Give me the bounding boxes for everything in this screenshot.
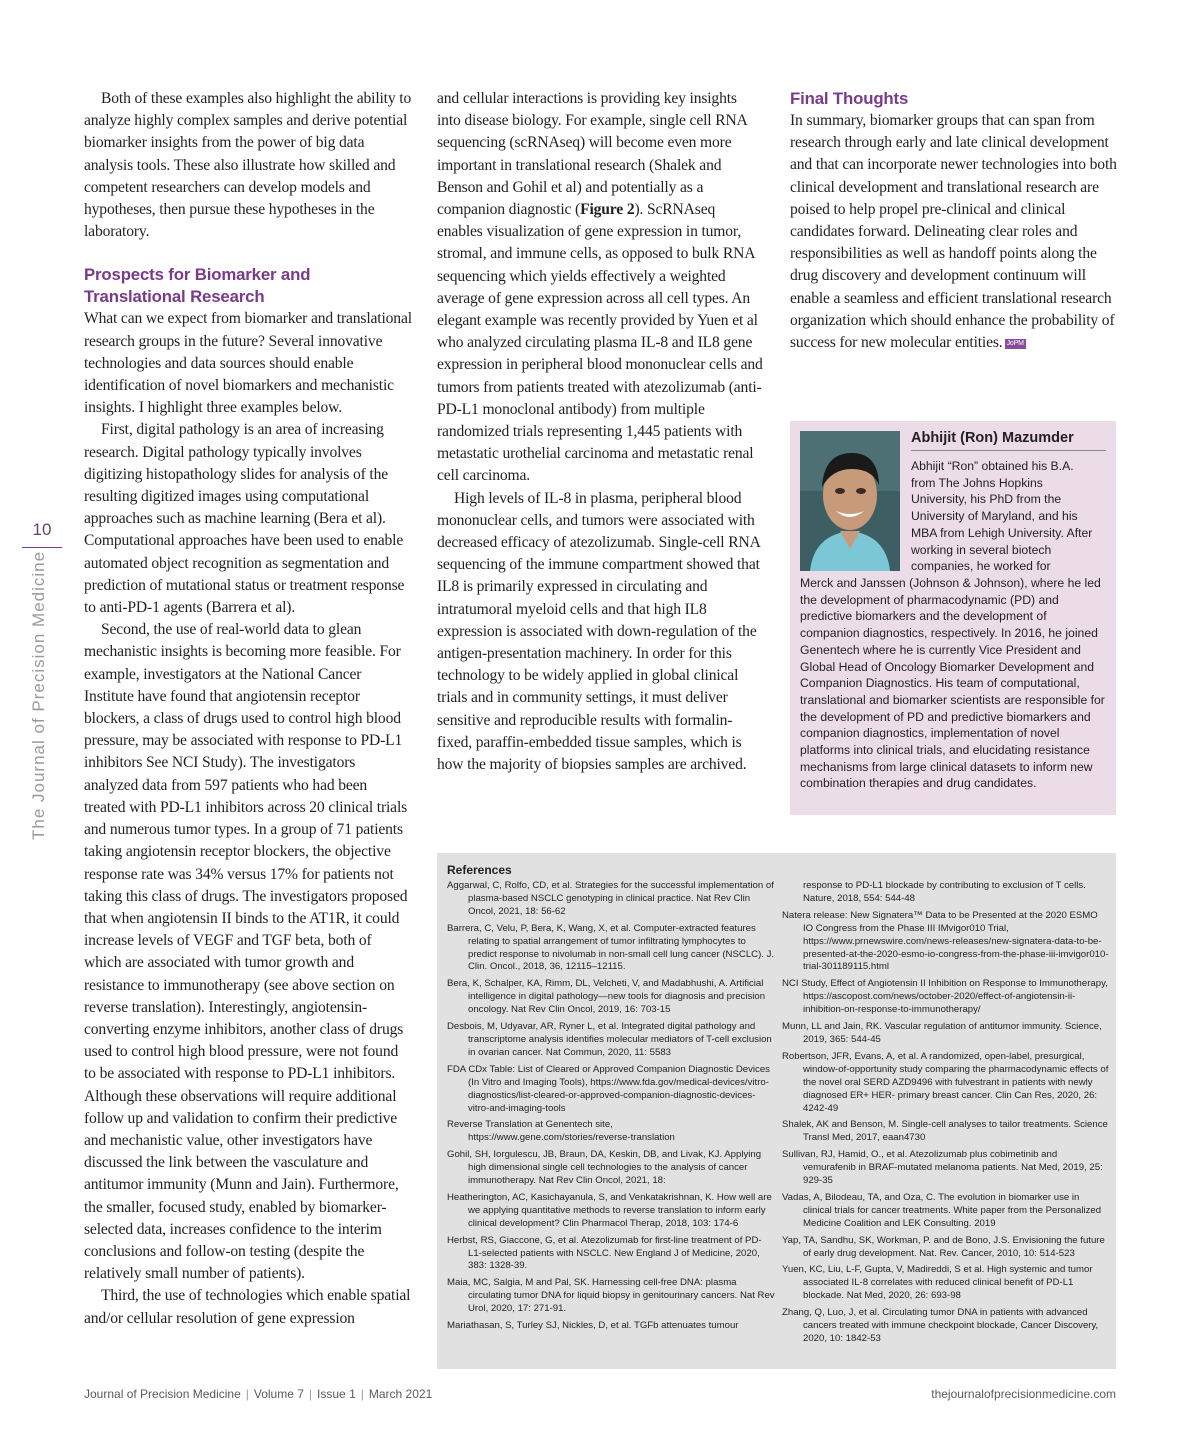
- paragraph-text: In summary, biomarker groups that can span from research through early and late clinical development and that can incorporate newer technologies into both clinical development and translational research are poised to help propel pre-clinical and clinical candidates forward. Delineating clear roles and responsibilities as well as handoff points along the drug discovery and development continuum will enable a seamless and efficient translational research organization which should enhance the probability of success for new molecular entities.: [790, 112, 1117, 352]
- reference-item: Vadas, A, Bilodeau, TA, and Oza, C. The evolution in biomarker use in clinical trials for cancer treatments. White paper from the Personalized Medicine Coalition and LEK Consulting. 2019: [782, 1191, 1102, 1229]
- paragraph: Both of these examples also highlight the ability to analyze highly complex samples and derive potential biomarker insights from the power of big data analysis tools. These also illustrate how skilled and competent researchers can develop models and hypotheses, then pursue these hypotheses in the laboratory.: [84, 90, 412, 241]
- reference-item: Bera, K, Schalper, KA, Rimm, DL, Velcheti, V, and Madabhushi, A. Artificial intelligence in digital pathology—new tools for diagnosis and precision oncology. Nat Rev Clin Oncol, 2019, 16: 703-15: [447, 978, 766, 1016]
- footer-separator: |: [360, 1387, 364, 1401]
- author-bio-text: Abhijit “Ron” obtained his B.A. from The Johns Hopkins University, his PhD from the University of Maryland, and his MBA from Lehigh University. After working in several biotech companies, he worked for: [911, 459, 1093, 574]
- side-journal-title: The Journal of Precision Medicine: [29, 550, 48, 840]
- side-folio: [22, 520, 62, 540]
- paragraph: Second, the use of real-world data to glean mechanistic insights is becoming more feasible. For example, investigators at the National Cancer Institute have found that angiotensin receptor blockers, a class of drugs used to control high blood pressure, may be associated with response to PD-L1 inhibitors See NCI Study). The investigators analyzed data from 597 patients who had been treated with PD-L1 inhibitors across 20 clinical trials and numerous tumor types. In a group of 71 patients taking angiotensin receptor blockers, the objective response rate was 34% versus 17% for patients not taking this class of drugs. The investigators proposed that when angiotensin II binds to the AT1R, it could increase levels of VEGF and TGF beta, both of which are associated with tumor growth and resistance to immunotherapy (see above section on reverse translation). Interestingly, angiotensin-converting enzyme inhibitors, another class of drugs used to control high blood pressure, were not found to be associated with response to PD-L1 inhibitors. Although these observations will require additional follow up and validation to confirm their predictive and mechanistic value, other investigators have discussed the link between the vasculature and antitumor immunity (Munn and Jain). Furthermore, the smaller, focused study, enabled by biomarker-selected data, increases confidence to the interim conclusions and follow-on testing (despite the relatively small number of patients).: [84, 621, 408, 1283]
- reference-item: Sullivan, RJ, Hamid, O., et al. Atezolizumab plus cobimetinib and vemurafenib in BRAF-mutated melanoma patients. Nat Med, 2019, 25: 929-35: [782, 1149, 1103, 1187]
- reference-item: Munn, LL and Jain, RK. Vascular regulation of antitumor immunity. Science, 2019, 365: 544-45: [782, 1021, 1102, 1045]
- paragraph: High levels of IL-8 in plasma, peripheral blood mononuclear cells, and tumors were associated with decreased efficacy of atezolizumab. Single-cell RNA sequencing of the immune compartment showed that IL8 is primarily expressed in circulating and intratumoral myeloid cells and that high IL8 expression is associated with down-regulation of the antigen-presentation machinery. In order for this technology to be widely applied in global clinical trials and in community settings, it must deliver sensitive and reproducible results with formalin-fixed, paraffin-embedded tissue samples, which is how the majority of biopsies samples are archived.: [437, 489, 760, 774]
- footer-volume: Volume 7: [253, 1387, 304, 1401]
- author-photo: [800, 431, 900, 571]
- reference-item: Heatherington, AC, Kasichayanula, S, and Venkatakrishnan, K. How well are we applying quantitative methods to reverse translation to inform early clinical development? Clin Pharmacol Therap, 2018, 103: 174-6: [447, 1191, 772, 1229]
- page-number: 10: [32, 520, 52, 539]
- column-2: [437, 88, 763, 776]
- paragraph-text: and cellular interactions is providing key insights into disease biology. For example, single cell RNA sequencing (scRNAseq) will become even more important in translational research (Shalek and Benson and Gohil et al) and potentially as a companion diagnostic (: [437, 90, 747, 219]
- reference-item: Gohil, SH, Iorgulescu, JB, Braun, DA, Keskin, DB, and Livak, KJ. Applying high dimensional single cell technologies to the analysis of cancer immunotherapy. Nat Rev Clin Oncol, 2021, 18:: [447, 1149, 762, 1187]
- paragraph: [790, 110, 1120, 354]
- heading-line: Translational Research: [84, 287, 265, 307]
- reference-item: Herbst, RS, Giaccone, G, et al. Atezolizumab for first-line treatment of PD-L1-selected patients with NSCLC. New England J of Medicine, 2020, 383: 1328-39.: [447, 1234, 762, 1272]
- author-name: Abhijit (Ron) Mazumder: [911, 430, 1106, 451]
- footer-issue: Issue 1: [317, 1387, 356, 1401]
- reference-item: Yuen, KC, Liu, L-F, Gupta, V, Madireddi, S et al. High systemic and tumor associated IL-8 correlates with reduced clinical benefit of PD-L1 blockade. Nat Med, 2020, 26: 693-98: [782, 1264, 1093, 1302]
- references-title: References: [447, 863, 512, 877]
- paragraph-text: ). ScRNAseq enables visualization of gene expression in tumor, stromal, and immune cells, as opposed to bulk RNA sequencing which yields effectively a weighted average of gene expression across all cell types. An elegant example was recently provided by Yuen et al who analyzed circulating plasma IL-8 and IL8 gene expression in peripheral blood mononuclear cells and tumors from patients treated with atezolizumab (anti-PD-L1 monoclonal antibody) from multiple randomized trials representing 1,445 patients with metastatic urothelial carcinoma and metastatic renal cell carcinoma.: [437, 201, 763, 485]
- reference-item: Desbois, M, Udyavar, AR, Ryner L, et al. Integrated digital pathology and transcriptome analysis identifies molecular mediators of T-cell exclusion in ovarian cancer. Nat Commun, 2020, 11: 5583: [447, 1021, 772, 1058]
- reference-item: NCI Study, Effect of Angiotensin II Inhibition on Response to Immunotherapy, https://ascopost.com/news/october-2020/effect-of-angiotensin-ii-inhibition-on-response-to-immunotherapy/: [782, 978, 1108, 1016]
- reference-item: Mariathasan, S, Turley SJ, Nickles, D, et al. TGFb attenuates tumour: [447, 1320, 739, 1332]
- reference-item-continued: response to PD-L1 blockade by contributing to exclusion of T cells. Nature, 2018, 554: 544-48: [803, 880, 1086, 904]
- end-mark-badge: JoPM: [1006, 340, 1024, 348]
- reference-item: FDA CDx Table: List of Cleared or Approved Companion Diagnostic Devices (In Vitro and Imaging Tools), https://www.fda.gov/medical-devices/vitro-diagnostics/list-cleared-or-approved-companion-diagnostic-devices-vitro-and-imaging-tools: [447, 1063, 770, 1114]
- author-bio-box: [790, 421, 1116, 815]
- author-portrait-icon: [800, 431, 900, 571]
- reference-item: Shalek, AK and Benson, M. Single-cell analyses to tailor treatments. Science Transl Med, 2017, eaan4730: [782, 1119, 1108, 1144]
- reference-item: Maia, MC, Salgia, M and Pal, SK. Harnessing cell-free DNA: plasma circulating tumor DNA for liquid biopsy in genitourinary cancers. Nat Rev Urol, 2020, 17: 271-91.: [447, 1277, 775, 1315]
- paragraph: Third, the use of technologies which enable spatial and/or cellular resolution of gene expression: [84, 1287, 411, 1327]
- reference-item: Zhang, Q, Luo, J, et al. Circulating tumor DNA in patients with advanced cancers treated with immune checkpoint blockade, Cancer Discovery, 2020, 10: 1842-53: [782, 1307, 1099, 1344]
- reference-item: Yap, TA, Sandhu, SK, Workman, P. and de Bono, J.S. Envisioning the future of early drug development. Nat. Rev. Cancer, 2010, 10: 514-523: [782, 1234, 1105, 1259]
- column-1: [84, 88, 412, 1330]
- reference-item: Barrera, C, Velu, P, Bera, K, Wang, X, et al. Computer-extracted features relating to spatial arrangement of tumor infiltrating lymphocytes to predict response to nivolumab in non-small cell lung cancer (NSCLC). J. Clin. Oncol., 2018, 36, 12115–12115.: [447, 922, 775, 973]
- references-box: [437, 853, 1116, 1369]
- reference-item: Reverse Translation at Genentech site, https://www.gene.com/stories/reverse-translation: [447, 1119, 675, 1144]
- footer-separator: |: [245, 1387, 249, 1401]
- reference-item: Robertson, JFR, Evans, A, et al. A randomized, open-label, presurgical, window-of-opportunity study comparing the pharmacodynamic effects of the novel oral SERD AZD9496 with fulvestrant in patients with newly diagnosed ER+ HER- primary breast cancer. Clin Can Res, 2020, 26: 4242-49: [782, 1050, 1109, 1114]
- reference-item: Aggarwal, C, Rolfo, CD, et al. Strategies for the successful implementation of plasma-based NSCLC genotyping in clinical practice. Nat Rev Clin Oncol, 2021, 18: 56-62: [447, 880, 774, 917]
- paragraph: First, digital pathology is an area of increasing research. Digital pathology typically involves digitizing histopathology slides for analysis of the resulting digitized images using computational approaches such as machine learning (Bera et al). Computational approaches have been used to enable automated object recognition as segmentation and prediction of mutational status or treatment response to anti-PD-1 agents (Barrera et al).: [84, 421, 405, 617]
- column-3: [790, 88, 1120, 354]
- author-bio-text: Merck and Janssen (Johnson & Johnson), where he led the development of pharmacodynamic (PD) and predictive biomarkers and the development of companion diagnostics, respectively. In 2016, he joined Genentech where he is currently Vice President and Global Head of Oncology Biomarker Development and Companion Diagnostics. His team of computational, translational and biomarker scientists are responsible for the development of PD and predictive biomarkers and companion diagnostics, implementation of novel platforms into clinical trials, and elucidating resistance mechanisms from large clinical datasets to inform new combination therapies and drug candidates.: [800, 576, 1105, 791]
- footer-date: March 2021: [368, 1387, 433, 1401]
- footer-journal-info: [84, 1387, 432, 1401]
- figure-reference: Figure 2: [580, 201, 635, 219]
- paragraph: [437, 88, 763, 488]
- paragraph: What can we expect from biomarker and translational research groups in the future? Several innovative technologies and data sources should enable identification of novel biomarkers and mechanistic insights. I highlight three examples below.: [84, 310, 412, 417]
- section-heading-prospects: [84, 264, 412, 308]
- page-number-rule: [22, 547, 62, 548]
- section-heading-final-thoughts: Final Thoughts: [790, 89, 909, 108]
- heading-line: Prospects for Biomarker and: [84, 265, 311, 285]
- footer-separator: |: [308, 1387, 313, 1401]
- references-column-right: [782, 880, 1109, 1350]
- footer-journal: Journal of Precision Medicine: [84, 1387, 241, 1401]
- reference-item: Natera release: New Signatera™ Data to be Presented at the 2020 ESMO IO Congress from the Phase III IMvigor010 Trial, https://www.prnewswire.com/news-releases/new-signatera-data-to-be-presented-at-the-2020-esmo-io-congress-from-the-phase-iii-imvigor010-trial-301189115.html: [782, 909, 1109, 973]
- footer-website: thejournalofprecisionmedicine.com: [931, 1387, 1116, 1401]
- references-column-left: [447, 880, 775, 1337]
